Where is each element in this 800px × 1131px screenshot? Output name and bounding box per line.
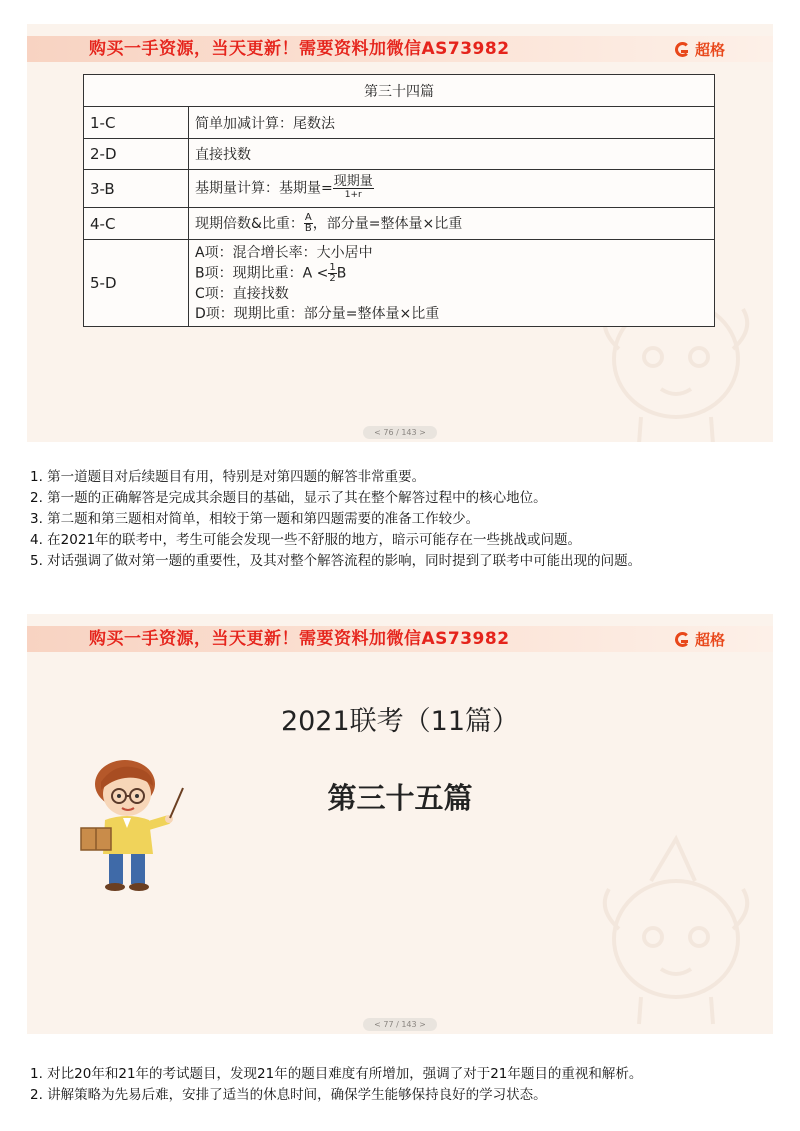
answer-explanation: 直接找数 [189,139,715,170]
logo-g-icon [675,632,690,647]
table-row [84,107,715,139]
formula-prefix: 基期量计算：基期量= [195,180,333,197]
logo-g-icon [675,42,690,57]
answer-table [83,74,715,327]
answer-number: 5-D [84,240,189,327]
logo-text: 超格 [694,630,725,649]
table-row [84,208,715,240]
answer-explanation [189,208,715,240]
answer-explanation [189,170,715,208]
table-header: 第三十四篇 [84,75,715,107]
fraction [328,263,336,284]
fraction-denominator: 2 [329,272,336,284]
fraction-numerator: 1 [329,261,336,273]
answer-number: 4-C [84,208,189,240]
banner-text: 购买一手资源，当天更新！需要资料加微信AS73982 [89,39,510,59]
answer-explanation [189,240,715,327]
banner-text: 购买一手资源，当天更新！需要资料加微信AS73982 [89,629,510,649]
option-b [195,263,708,284]
note-item: 2. 讲解策略为先易后难，安排了适当的休息时间，确保学生能够保持良好的学习状态。 [30,1087,547,1103]
option-d: D项：现期比重：部分量=整体量×比重 [195,305,440,322]
unicorn-watermark-icon [591,819,761,1029]
fraction-numerator: 现期量 [333,174,373,189]
fraction-numerator: A [304,212,312,224]
summary-notes [30,467,780,572]
slide-subtitle: 第三十五篇 [327,781,473,815]
table-row [84,170,715,208]
option-a: A项：混合增长率：大小居中 [195,244,373,261]
page-indicator[interactable]: < 77 / 143 > [363,1018,437,1031]
brand-logo [675,628,725,650]
fraction [304,213,313,234]
summary-notes [30,1064,780,1106]
promo-banner [27,36,773,62]
note-item: 4. 在2021年的联考中，考生可能会发现一些不舒服的地方，暗示可能存在一些挑战或问题。 [30,532,582,548]
teacher-cartoon-icon [75,754,190,894]
promo-banner [27,626,773,652]
answer-number: 2-D [84,139,189,170]
fraction [333,175,374,202]
slide-76 [27,24,773,442]
note-item: 1. 第一道题目对后续题目有用，特别是对第四题的解答非常重要。 [30,469,426,485]
option-c: C项：直接找数 [195,285,289,302]
brand-logo [675,38,725,60]
note-item: 2. 第一题的正确解答是完成其余题目的基础，显示了其在整个解答过程中的核心地位。 [30,490,547,506]
option-b-prefix: B项：现期比重：A < [195,265,329,281]
slide-77 [27,614,773,1034]
note-item: 1. 对比20年和21年的考试题目，发现21年的题目难度有所增加，强调了对于21年题目的重视和解析。 [30,1066,643,1082]
note-item: 3. 第二题和第三题相对简单，相较于第一题和第四题需要的准备工作较少。 [30,511,480,527]
note-item: 5. 对话强调了做对第一题的重要性，及其对整个解答流程的影响，同时提到了联考中可能出现的问题。 [30,553,642,569]
answer-number: 1-C [84,107,189,139]
fraction-denominator: 1+r [344,190,362,200]
answer-explanation: 简单加减计算：尾数法 [189,107,715,139]
slide-title: 2021联考（11篇） [280,706,520,737]
formula-suffix: ，部分量=整体量×比重 [312,215,463,232]
answer-number: 3-B [84,170,189,208]
table-row [84,139,715,170]
formula-prefix: 现期倍数&比重： [195,215,304,232]
option-b-suffix: B [336,265,347,281]
table-row [84,240,715,327]
fraction-denominator: B [304,223,312,235]
page-indicator[interactable]: < 76 / 143 > [363,426,437,439]
logo-text: 超格 [694,40,725,59]
